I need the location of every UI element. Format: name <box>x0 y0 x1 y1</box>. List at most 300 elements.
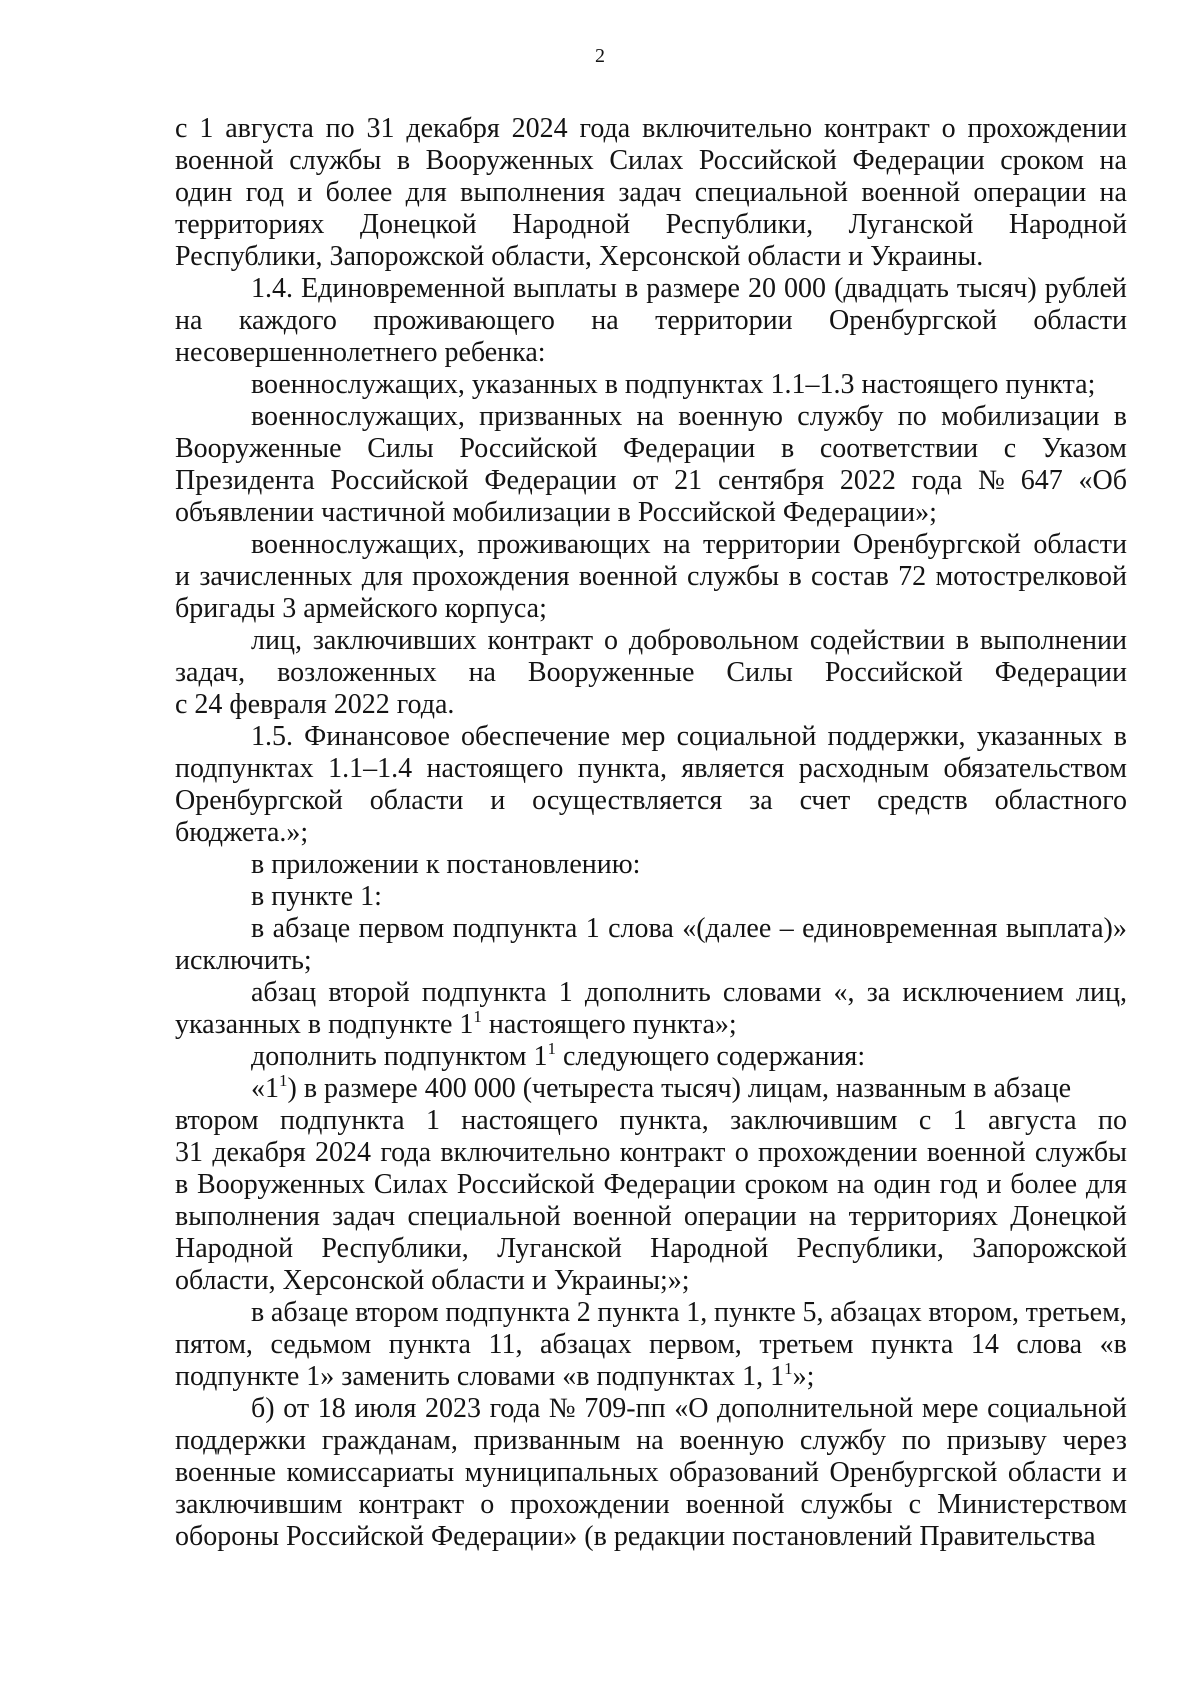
word: – <box>779 913 794 944</box>
word: о <box>734 1137 749 1168</box>
word: подпункта <box>279 1105 405 1136</box>
word: абзаце <box>270 1297 349 1328</box>
word: Президента <box>175 465 315 496</box>
word: 2023 <box>425 1393 482 1424</box>
word: слова <box>1016 1329 1083 1360</box>
word: Министерством <box>937 1489 1127 1520</box>
word: по <box>897 401 927 432</box>
word: Народной <box>512 209 631 240</box>
word: пункта <box>597 1297 680 1328</box>
word: Оренбургской <box>852 529 1021 560</box>
word: мобилизации <box>941 401 1100 432</box>
text-line <box>175 1201 1127 1233</box>
word: задач <box>332 1201 396 1232</box>
text-line <box>175 977 1127 1009</box>
line-text: ) в размере 400 000 (четыреста тысяч) лицам, названным в абзаце <box>287 1073 1072 1104</box>
word: каждого <box>238 305 337 336</box>
word: подпунктах <box>175 753 314 784</box>
word: Оренбургской <box>829 305 997 336</box>
word: в <box>955 625 970 656</box>
line-text: исключить; <box>175 945 312 976</box>
word: контракт <box>358 1489 465 1520</box>
word: 1 <box>199 113 214 144</box>
line-text: объявлении частичной мобилизации в Российской Федерации»; <box>175 497 937 528</box>
word: 1 <box>425 1105 440 1136</box>
word: поддержки, <box>827 721 966 752</box>
word: военные <box>175 1457 277 1488</box>
word: военной <box>685 1489 785 1520</box>
word: добровольном <box>628 625 799 656</box>
text-line <box>175 593 1127 625</box>
word: 1.4. <box>251 273 293 304</box>
superscript: 1 <box>547 1039 556 1058</box>
text-line <box>175 305 1127 337</box>
word: 000 <box>784 273 827 304</box>
word: социальной <box>676 721 817 752</box>
word: на <box>663 529 691 560</box>
text-line <box>175 689 1127 721</box>
word: более <box>325 177 393 208</box>
word: Народной <box>1008 209 1127 240</box>
word: проживающего <box>373 305 555 336</box>
word: «О <box>674 1393 709 1424</box>
word: на <box>1099 177 1127 208</box>
word: 2024 <box>315 1137 372 1168</box>
word: территориях <box>848 1201 998 1232</box>
word: 5, <box>802 1297 824 1328</box>
word: в <box>1113 721 1127 752</box>
text-line <box>175 273 1127 305</box>
word: обязательством <box>943 753 1127 784</box>
word: о <box>941 113 956 144</box>
word: второй <box>328 977 410 1008</box>
word: Вооруженных <box>197 1169 366 1200</box>
word: в <box>1113 401 1127 432</box>
text-line <box>175 1233 1127 1265</box>
word: операции <box>683 1201 797 1232</box>
word: дополнительной <box>717 1393 914 1424</box>
text-line <box>175 913 1127 945</box>
word: 18 <box>317 1393 346 1424</box>
word: Народной <box>650 1233 769 1264</box>
word: за <box>749 785 773 816</box>
word: мер <box>621 721 666 752</box>
word: прохождении <box>758 1137 918 1168</box>
word: области <box>1033 305 1127 336</box>
word: абзацах <box>540 1329 632 1360</box>
word: задач <box>618 177 682 208</box>
word: контракт <box>619 1137 726 1168</box>
word: прохождения <box>412 561 570 592</box>
text-line <box>175 625 1127 657</box>
text-line <box>175 753 1127 785</box>
word: в <box>780 433 795 464</box>
word: Силах <box>373 1169 448 1200</box>
word: социальной <box>987 1393 1127 1424</box>
word: заключившим <box>730 1105 898 1136</box>
word: год <box>939 1169 978 1200</box>
word: июля <box>354 1393 417 1424</box>
page-number: 2 <box>595 45 605 67</box>
word: и <box>297 177 313 208</box>
word: для <box>405 177 447 208</box>
word: на <box>1099 145 1127 176</box>
word: 31 <box>366 113 395 144</box>
text-line <box>175 497 1127 529</box>
word: 14 <box>970 1329 999 1360</box>
word: в <box>396 145 411 176</box>
text-line <box>175 657 1127 689</box>
word: абзаце <box>272 913 351 944</box>
word: проживающих <box>477 529 651 560</box>
text-line <box>175 1489 1127 1521</box>
word: 20 <box>747 273 776 304</box>
word: Российской <box>330 465 469 496</box>
word: мере <box>921 1393 979 1424</box>
word: и <box>175 561 190 592</box>
word: настоящего <box>426 753 564 784</box>
superscript: 1 <box>279 1071 288 1090</box>
word: за <box>866 977 891 1008</box>
word: службы <box>687 561 780 592</box>
word: Оренбургской <box>829 1457 998 1488</box>
word: возложенных <box>277 657 437 688</box>
word: Федерации <box>484 465 617 496</box>
word: выплаты <box>513 273 617 304</box>
word: пункта, <box>619 1105 709 1136</box>
text-line <box>175 529 1127 561</box>
word: настоящего <box>461 1105 599 1136</box>
word: Российской <box>459 433 598 464</box>
word: года <box>911 465 963 496</box>
word: области <box>369 785 464 816</box>
word: включительно <box>642 113 813 144</box>
word: указанных <box>976 721 1103 752</box>
word: 72 <box>898 561 927 592</box>
word: Вооруженные <box>175 433 342 464</box>
word: декабря <box>406 113 500 144</box>
word: пункта <box>388 1329 471 1360</box>
word: Республики, <box>321 1233 469 1264</box>
word: 2 <box>576 1297 591 1328</box>
text-line <box>175 145 1127 177</box>
word: по <box>1097 1105 1127 1136</box>
word: 11, <box>488 1329 523 1360</box>
word: Республики, <box>665 209 814 240</box>
text-line <box>175 785 1127 817</box>
text-line <box>175 369 1127 401</box>
word: для <box>1085 1169 1127 1200</box>
word: Российской <box>698 145 837 176</box>
word: 1.1–1.4 <box>328 753 413 784</box>
word: Вооруженные <box>527 657 695 688</box>
word: на <box>591 305 619 336</box>
word: в <box>251 1297 265 1328</box>
text-line <box>175 1393 1127 1425</box>
word: поддержки <box>175 1425 307 1456</box>
word: призванных <box>479 401 623 432</box>
word: один <box>873 1169 931 1200</box>
text-line <box>175 1137 1127 1169</box>
text-line <box>175 1329 1127 1361</box>
word: территории <box>703 529 841 560</box>
word: военнослужащих, <box>251 401 465 432</box>
word: специальной <box>694 177 848 208</box>
line-text: военнослужащих, указанных в подпунктах 1.1–1.3 настоящего пункта; <box>251 369 1096 400</box>
word: в <box>624 273 639 304</box>
word: года <box>489 1393 541 1424</box>
line-text: с 24 февраля 2022 года. <box>175 689 455 720</box>
word: пункта, <box>577 753 667 784</box>
text-line <box>175 177 1127 209</box>
text-line <box>175 945 1127 977</box>
word: военную <box>678 401 783 432</box>
word: «, <box>833 977 855 1008</box>
word: задач, <box>175 657 246 688</box>
word: Запорожской <box>972 1233 1127 1264</box>
word: год <box>245 177 284 208</box>
text-line <box>175 1521 1127 1553</box>
word: состав <box>811 561 889 592</box>
text-line <box>175 1041 1127 1073</box>
word: абзац <box>251 977 317 1008</box>
word: военную <box>679 1425 785 1456</box>
word: с <box>918 1105 932 1136</box>
word: гражданам, <box>321 1425 458 1456</box>
word: выплата)» <box>1005 913 1127 944</box>
word: на <box>636 1425 664 1456</box>
word: о <box>480 1489 495 1520</box>
word: «Об <box>1078 465 1127 496</box>
text-line <box>175 1265 1127 1297</box>
word: лиц, <box>1076 977 1127 1008</box>
text-line <box>175 337 1127 369</box>
text-line <box>175 1297 1127 1329</box>
word: Оренбургской <box>175 785 343 816</box>
word: Народной <box>175 1233 294 1264</box>
word: года <box>579 113 631 144</box>
word: Федерации <box>994 657 1127 688</box>
word: подпункта <box>421 977 547 1008</box>
line-text: бригады 3 армейского корпуса; <box>175 593 547 624</box>
word: года <box>380 1137 431 1168</box>
text-line <box>175 1073 1127 1105</box>
word: Российской <box>456 1169 595 1200</box>
word: 1 <box>585 913 600 944</box>
word: для <box>361 561 403 592</box>
word: дополнить <box>584 977 711 1008</box>
word: службу <box>797 401 884 432</box>
word: контракт <box>824 113 930 144</box>
word: (двадцать <box>834 273 949 304</box>
word: 21 <box>674 465 703 496</box>
word: расходным <box>798 753 930 784</box>
word: на <box>636 401 664 432</box>
word: 1.5. <box>251 721 293 752</box>
word: на <box>175 305 203 336</box>
word: по <box>901 1425 931 1456</box>
word: призыву <box>946 1425 1047 1456</box>
word: пункта <box>871 1329 954 1360</box>
word: Луганской <box>497 1233 622 1264</box>
word: 1, <box>686 1297 708 1328</box>
word: тысяч) <box>956 273 1037 304</box>
text-line <box>175 465 1127 497</box>
line-text: в пункте 1: <box>251 881 382 912</box>
line-text: в приложении к постановлению: <box>251 849 641 880</box>
word: области <box>1007 1457 1102 1488</box>
line-text: «1 <box>251 1073 279 1104</box>
word: от <box>632 465 659 496</box>
line-text: бюджета.»; <box>175 817 309 848</box>
word: службы <box>289 145 382 176</box>
word: Республики, <box>796 1233 944 1264</box>
word: третьем, <box>1025 1297 1127 1328</box>
word: пятом, <box>175 1329 253 1360</box>
word: декабря <box>212 1137 306 1168</box>
word: включительно <box>440 1137 611 1168</box>
superscript: 1 <box>473 1007 482 1026</box>
word: третьем <box>759 1329 854 1360</box>
line-text: подпункте 1» заменить словами «в подпунктах 1, 1 <box>175 1361 785 1392</box>
word: абзацах <box>830 1297 922 1328</box>
word: 2022 <box>839 465 896 496</box>
word: прохождении <box>510 1489 670 1520</box>
word: контракт <box>487 625 594 656</box>
word: военной <box>572 1201 672 1232</box>
text-line <box>175 881 1127 913</box>
word: на <box>808 1201 837 1232</box>
word: через <box>1062 1425 1127 1456</box>
word: Федерации <box>603 1169 736 1200</box>
word: размере <box>646 273 740 304</box>
word: территориях <box>175 209 325 240</box>
word: 31 <box>175 1137 203 1168</box>
word: с <box>175 113 188 144</box>
text-line <box>175 401 1127 433</box>
word: заключивших <box>312 625 477 656</box>
word: в <box>175 1169 189 1200</box>
word: Вооруженных <box>425 145 594 176</box>
word: муниципальных <box>464 1457 659 1488</box>
word: прохождении <box>967 113 1127 144</box>
word: и <box>490 785 506 816</box>
word: один <box>175 177 233 208</box>
word: втором <box>175 1105 259 1136</box>
word: исключением <box>902 977 1064 1008</box>
word: Силы <box>726 657 793 688</box>
line-text: »; <box>792 1361 815 1392</box>
word: сентября <box>717 465 825 496</box>
text-line <box>175 1425 1127 1457</box>
superscript: 1 <box>784 1359 793 1378</box>
word: призванным <box>473 1425 621 1456</box>
word: счет <box>799 785 851 816</box>
word: втором, <box>928 1297 1019 1328</box>
text-line <box>175 209 1127 241</box>
word: рублей <box>1044 273 1127 304</box>
text-line <box>175 1009 1127 1041</box>
word: службу <box>799 1425 887 1456</box>
text-line <box>175 561 1127 593</box>
word: по <box>325 113 355 144</box>
line-text: настоящего пункта»; <box>481 1009 737 1040</box>
word: 1 <box>952 1105 967 1136</box>
word: единовременная <box>802 913 998 944</box>
word: выполнении <box>979 625 1127 656</box>
word: пункте <box>713 1297 796 1328</box>
word: мотострелковой <box>935 561 1127 592</box>
word: на <box>837 1169 865 1200</box>
word: службы <box>800 1489 893 1520</box>
word: военной <box>578 561 678 592</box>
text-line <box>175 1105 1127 1137</box>
word: Донецкой <box>359 209 477 240</box>
document-body <box>175 113 1127 1553</box>
line-text: указанных в подпункте 1 <box>175 1009 474 1040</box>
text-line <box>175 241 1127 273</box>
word: лиц, <box>251 625 302 656</box>
word: Единовременной <box>301 273 506 304</box>
word: словами <box>722 977 822 1008</box>
word: Силах <box>609 145 684 176</box>
word: о <box>603 625 618 656</box>
word: Российской <box>824 657 963 688</box>
word: в <box>251 913 265 944</box>
word: военной <box>861 177 961 208</box>
word: первом, <box>649 1329 742 1360</box>
word: Донецкой <box>1010 1201 1127 1232</box>
word: сроком <box>1000 145 1085 176</box>
word: слова <box>608 913 674 944</box>
text-line <box>175 113 1127 145</box>
word: Луганской <box>848 209 974 240</box>
word: областного <box>994 785 1127 816</box>
word: территории <box>655 305 793 336</box>
word: с <box>1003 433 1017 464</box>
word: августа <box>225 113 314 144</box>
word: 647 <box>1020 465 1063 496</box>
word: 2024 <box>511 113 568 144</box>
word: подпункта <box>452 913 578 944</box>
word: выполнения <box>460 177 605 208</box>
word: Финансовое <box>304 721 450 752</box>
word: средств <box>877 785 968 816</box>
word: и <box>1112 1457 1127 1488</box>
word: содействии <box>809 625 945 656</box>
line-text: области, Херсонской области и Украины;»; <box>175 1265 690 1296</box>
word: 1 <box>558 977 573 1008</box>
word: выполнения <box>175 1201 320 1232</box>
word: службы <box>1034 1137 1127 1168</box>
word: Федерации <box>623 433 756 464</box>
word: в <box>788 561 802 592</box>
line-text: следующего содержания: <box>556 1041 866 1072</box>
word: осуществляется <box>532 785 723 816</box>
text-line <box>175 721 1127 753</box>
word: 709-пп <box>584 1393 666 1424</box>
word: седьмом <box>270 1329 372 1360</box>
word: специальной <box>407 1201 561 1232</box>
line-text: Республики, Запорожской области, Херсонской области и Украины. <box>175 241 984 272</box>
word: Федерации <box>852 145 985 176</box>
word: августа <box>988 1105 1077 1136</box>
line-text: дополнить подпунктом 1 <box>251 1041 548 1072</box>
word: Указом <box>1041 433 1127 464</box>
word: на <box>468 657 496 688</box>
text-line <box>175 1457 1127 1489</box>
word: военнослужащих, <box>251 529 465 560</box>
